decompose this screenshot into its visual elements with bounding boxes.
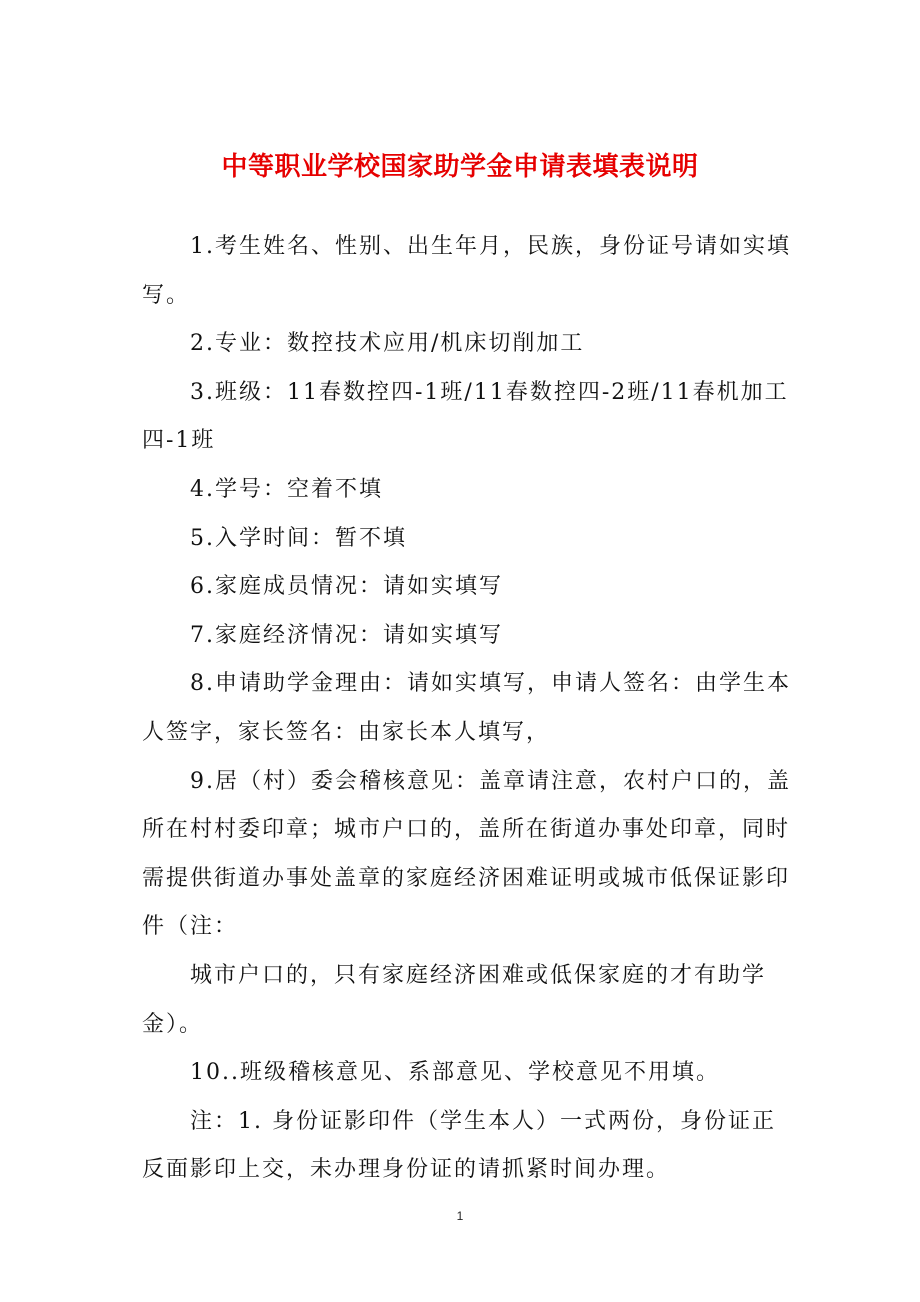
paragraph-family-economy: 7.家庭经济情况：请如实填写 [190,622,503,648]
paragraph-class: 3.班级：11春数控四-1班/11春数控四-2班/11春机加工四-1班 [142,379,789,454]
paragraph-id-copy-note: 注：1. 身份证影印件（学生本人）一式两份，身份证正反面影印上交，未办理身份证的请抓紧时间办理。 [142,1108,776,1183]
paragraph-committee-review: 9.居（村）委会稽核意见：盖章请注意，农村户口的，盖所在村村委印章；城市户口的，盖所在街道办事处印章，同时需提供街道办事处盖章的家庭经济困难证明或城市低保证影印件（注： [142,768,791,940]
paragraph-urban-note: 城市户口的，只有家庭经济困难或低保家庭的才有助学金）。 [142,962,767,1037]
paragraph-enrollment-time: 5.入学时间：暂不填 [190,525,407,551]
instructions-body [142,223,792,1195]
paragraph-student-id: 4.学号：空着不填 [190,476,383,502]
page-number: 1 [456,1209,464,1223]
paragraph-name-fields: 1.考生姓名、性别、出生年月，民族，身份证号请如实填写。 [142,234,791,308]
paragraph-other-opinions: 10..班级稽核意见、系部意见、学校意见不用填。 [190,1060,720,1086]
page-title: 中等职业学校国家助学金申请表填表说明 [221,152,699,182]
paragraph-family-members: 6.家庭成员情况：请如实填写 [190,574,503,600]
paragraph-major: 2.专业：数控技术应用/机床切削加工 [190,331,585,357]
paragraph-application-reason: 8.申请助学金理由：请如实填写，申请人签名：由学生本人签字，家长签名：由家长本人填写， [142,671,791,745]
